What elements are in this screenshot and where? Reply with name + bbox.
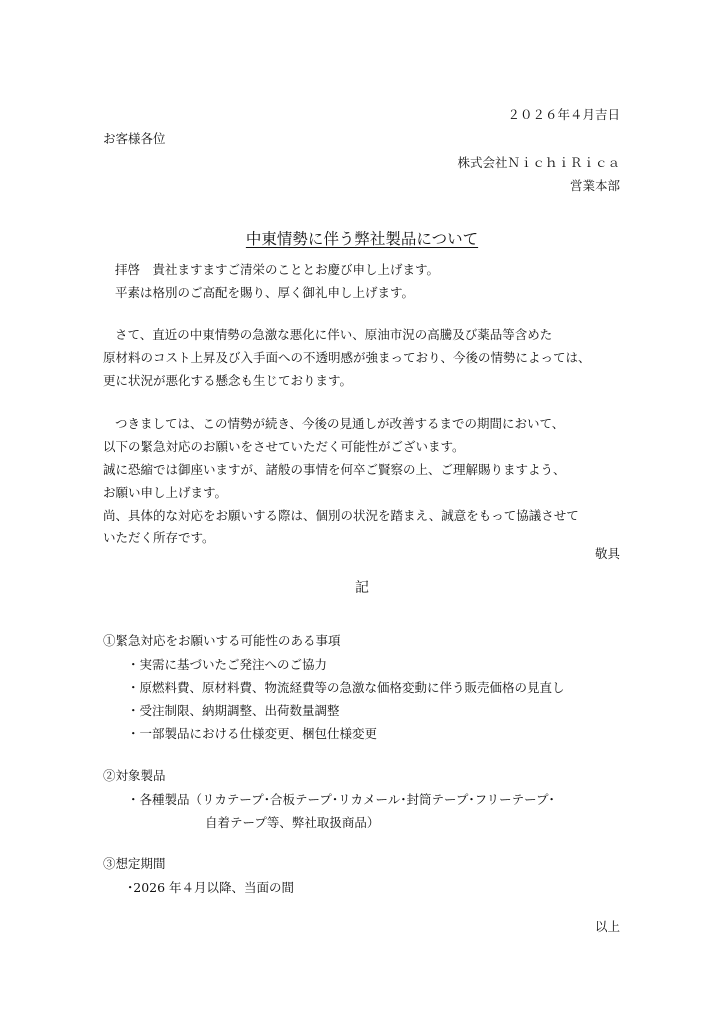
ki-heading: 記 [355, 580, 369, 596]
body-paragraph-line: 原材料のコスト上昇及び入手面への不透明感が強まっており、今後の情勢によっては、 [103, 350, 591, 365]
list-item: ・実需に基づいたご発注へのご協力 [127, 657, 328, 672]
body-paragraph-line: つきましては、この情勢が続き、今後の見通しが改善するまでの期間において、 [115, 416, 565, 431]
department: 営業本部 [569, 178, 620, 193]
body-paragraph-line: 以下の緊急対応のお願いをさせていただく可能性がございます。 [103, 439, 465, 454]
list-item-continuation: 自着テープ等、弊社取扱商品） [205, 815, 380, 830]
body-paragraph-line: 更に状況が悪化する懸念も生じております。 [103, 373, 353, 388]
body-paragraph-line: 尚、具体的な対応をお願いする際は、個別の状況を踏まえ、誠意をもって協議させて [103, 508, 579, 523]
list-item: ・受注制限、納期調整、出荷数量調整 [127, 703, 340, 718]
list-item: ・原燃料費、原材料費、物流経費等の急激な価格変動に伴う販売価格の見直し [127, 680, 565, 695]
section-heading: ②対象製品 [103, 768, 166, 783]
body-paragraph-line: さて、直近の中東情勢の急激な悪化に伴い、原油市況の高騰及び薬品等含めた [115, 327, 553, 342]
end-ijo: 以上 [594, 919, 620, 934]
recipient: お客様各位 [103, 131, 166, 146]
list-item: ･2026 年４月以降、当面の間 [127, 880, 295, 895]
section-heading: ③想定期間 [103, 856, 166, 871]
body-paragraph-line: お願い申し上げます。 [103, 485, 228, 500]
body-paragraph-line: いただく所存です。 [103, 530, 215, 545]
greeting-line: 拝啓 貴社ますますご清栄のこととお慶び申し上げます。 [115, 262, 440, 277]
list-item: ・各種製品（リカテープ･合板テープ･リカメール･封筒テープ･フリーテープ･ [127, 792, 555, 807]
company-name: 株式会社ＮｉｃｈｉＲｉｃａ [457, 155, 620, 170]
document-date: ２０２６年４月吉日 [507, 107, 620, 122]
page-title: 中東情勢に伴う弊社製品について [245, 230, 479, 248]
closing-keigu: 敬具 [594, 546, 620, 561]
section-heading: ①緊急対応をお願いする可能性のある事項 [103, 633, 341, 648]
list-item: ・一部製品における仕様変更、梱包仕様変更 [127, 726, 378, 741]
body-paragraph-line: 誠に恐縮では御座いますが、諸般の事情を何卒ご賢察の上、ご理解賜りますよう、 [103, 462, 566, 477]
greeting-line: 平素は格別のご高配を賜り、厚く御礼申し上げます。 [115, 285, 415, 300]
